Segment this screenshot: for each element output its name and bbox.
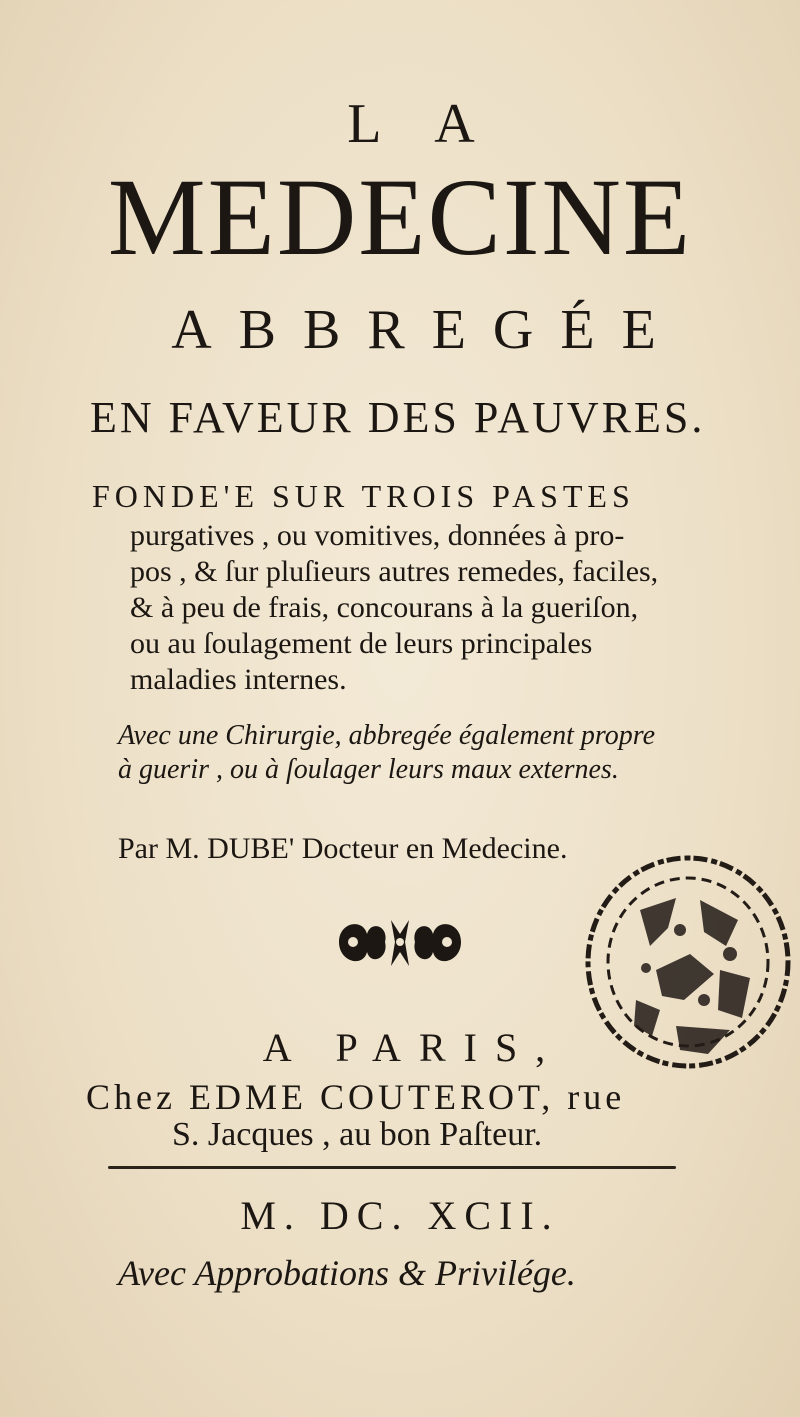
author-line: Par M. DUBE' Docteur en Medecine. (118, 832, 568, 865)
fleuron-ornament-icon (333, 912, 467, 974)
description-line: & à peu de frais, concourans à la gueriſon, (130, 591, 639, 624)
title-abbregee: ABBREGÉE (171, 299, 683, 361)
divider-rule (108, 1166, 676, 1169)
imprint-city: A PARIS, (262, 1025, 564, 1070)
library-stamp-icon (580, 850, 795, 1075)
italic-line: Avec une Chirurgie, abbregée également propre (118, 720, 656, 751)
description-line: pos , & ſur pluſieurs autres remedes, faciles, (130, 555, 659, 588)
description-line: purgatives , ou vomitives, données à pro- (130, 519, 625, 552)
imprint-publisher: Chez EDME COUTEROT, rue (86, 1077, 626, 1117)
privilege-line: Avec Approbations & Privilége. (118, 1253, 576, 1293)
italic-line: à guerir , ou à ſoulager leurs maux externes. (118, 754, 619, 785)
description-line: maladies internes. (130, 663, 347, 696)
description-line: ou au ſoulagement de leurs principales (130, 627, 593, 660)
subtitle-faveur: EN FAVEUR DES PAUVRES. (90, 393, 706, 442)
main-title: MEDECINE (107, 156, 693, 278)
subtitle-fondee: FONDE'E SUR TROIS PASTES (92, 478, 635, 514)
publication-date: M. DC. XCII. (240, 1193, 560, 1238)
imprint-address: S. Jacques , au bon Paſteur. (172, 1116, 543, 1153)
title-article: L A (347, 93, 497, 155)
